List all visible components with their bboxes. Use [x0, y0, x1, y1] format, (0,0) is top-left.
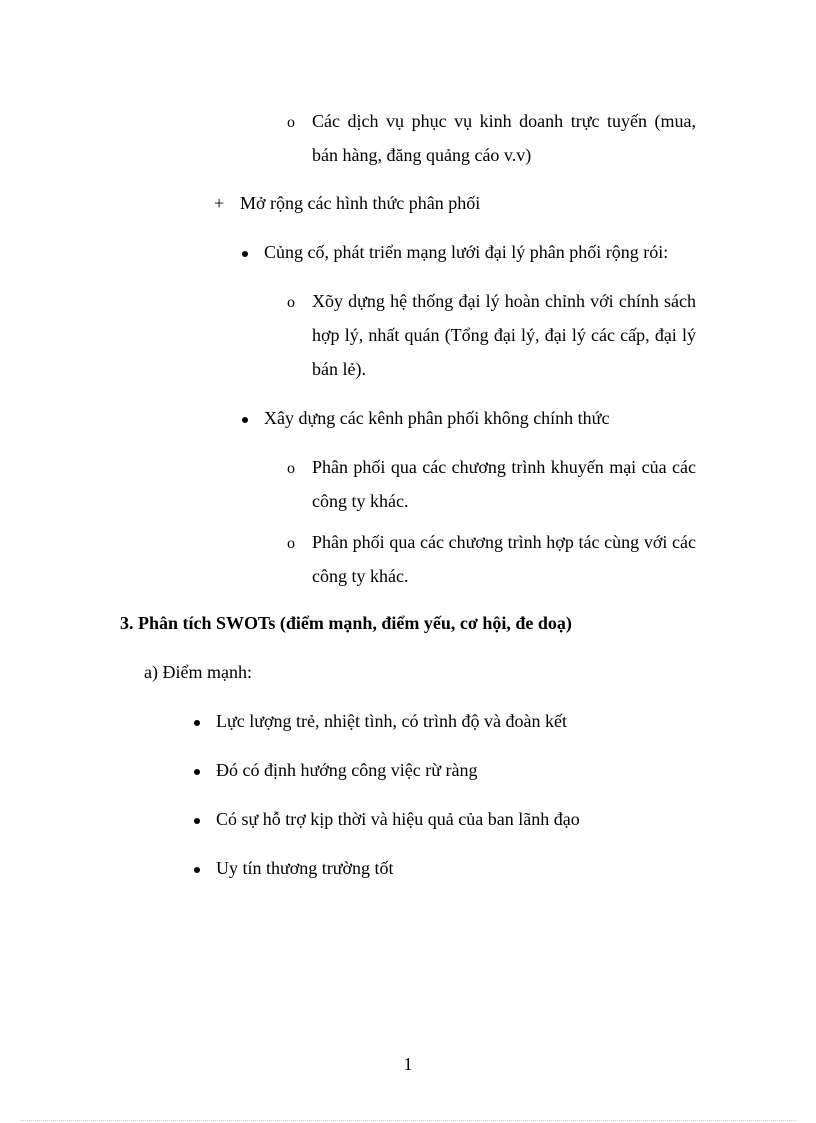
strength-item: Đó có định hướng công việc rừ ràng — [216, 760, 478, 780]
bullet-dot-icon — [194, 769, 200, 775]
strength-item: Có sự hỗ trợ kịp thời và hiệu quả của ban lãnh đạo — [216, 809, 580, 829]
subsection-label-strengths: a) Điểm mạnh: — [144, 662, 252, 682]
circle-bullet-icon: o — [287, 535, 295, 552]
list-item-online-services: Các dịch vụ phục vụ kinh doanh trực tuyến (mua, bán hàng, đăng quảng cáo v.v) — [312, 111, 696, 165]
bullet-dot-icon — [194, 818, 200, 824]
bullet-dot-icon — [242, 417, 248, 423]
list-item-partner-programs: Phân phối qua các chương trình hợp tác cùng với các công ty khác. — [312, 532, 696, 586]
strength-item: Uy tín thương trường tốt — [216, 858, 394, 878]
page-number: 1 — [403, 1054, 413, 1074]
circle-bullet-icon: o — [287, 294, 295, 311]
bullet-dot-icon — [194, 867, 200, 873]
list-item-informal-channels: Xây dựng các kênh phân phối không chính thức — [264, 408, 610, 428]
strength-item: Lực lượng trẻ, nhiệt tình, có trình độ và đoàn kết — [216, 711, 567, 731]
plus-bullet-icon: + — [214, 193, 225, 213]
list-item-consolidate-network: Củng cố, phát triển mạng lưới đại lý phân phối rộng rói: — [264, 242, 669, 262]
circle-bullet-icon: o — [287, 460, 295, 477]
circle-bullet-icon: o — [287, 114, 295, 131]
page-bottom-divider — [20, 1120, 796, 1121]
list-item-build-agency-system: Xõy dựng hệ thống đại lý hoàn chỉnh với chính sách hợp lý, nhất quán (Tổng đại lý, đại lý các cấp, đại lý bán lẻ). — [312, 291, 696, 379]
bullet-dot-icon — [194, 720, 200, 726]
list-item-promo-programs: Phân phối qua các chương trình khuyến mại của các công ty khác. — [312, 457, 696, 511]
section-heading-swot: 3. Phân tích SWOTs (điểm mạnh, điểm yếu, cơ hội, đe doạ) — [120, 613, 572, 633]
list-item-expand-distribution: Mở rộng các hình thức phân phối — [240, 193, 481, 213]
bullet-dot-icon — [242, 251, 248, 257]
